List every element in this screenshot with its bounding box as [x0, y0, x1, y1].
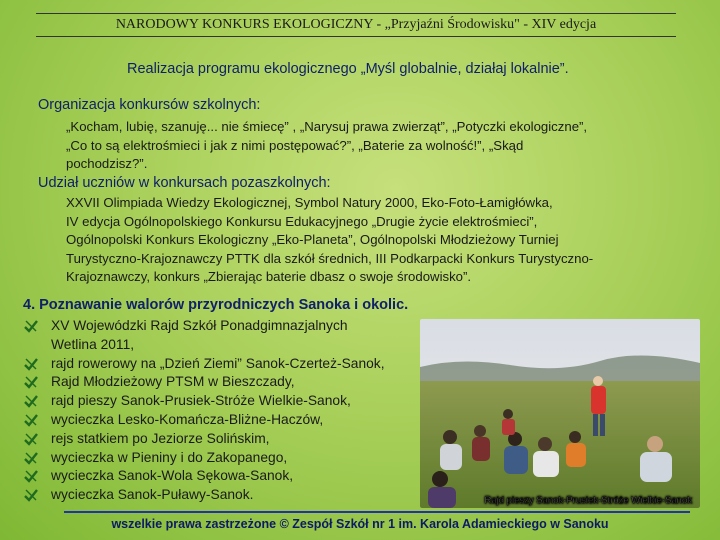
external-contests-line: Krajoznawczy, konkurs „Zbierając baterie dbasz o swoje środowisko”. — [66, 269, 472, 284]
photo-scene — [420, 319, 700, 508]
program-subtitle: Realizacja programu ekologicznego „Myśl globalnie, działaj lokalnie”. — [127, 61, 569, 77]
trip-label: wycieczka Sanok-Puławy-Sanok. — [51, 487, 254, 503]
school-contests-line: „Kocham, lubię, szanuję... nie śmiecę” , „Narysuj prawa zwierząt”, „Potyczki ekologiczne”, — [66, 119, 588, 134]
external-contests-line: XXVII Olimpiada Wiedzy Ekologicznej, Symbol Natury 2000, Eko-Foto-Łamigłówka, — [66, 195, 553, 210]
trip-label: Rajd Młodzieżowy PTSM w Bieszczady, — [51, 374, 295, 390]
trip-label: rajd pieszy Sanok-Prusiek-Stróże Wielkie-Sanok, — [51, 393, 351, 409]
school-contests-heading: Organizacja konkursów szkolnych: — [38, 97, 261, 113]
photo-caption: Rajd pieszy Sanok-Prusiek-Stróże Wielkie-Sanok — [484, 495, 692, 506]
trip-list-item — [24, 317, 444, 336]
trip-label: Wetlina 2011, — [51, 336, 135, 352]
page-title: NARODOWY KONKURS EKOLOGICZNY - „Przyjaźni Środowisku" - XIV edycja — [115, 17, 597, 32]
trip-label: rejs statkiem po Jeziorze Solińskim, — [51, 430, 270, 446]
external-contests-line: Ogólnopolski Konkurs Ekologiczny „Eko-Planeta”, Ogólnopolski Młodzieżowy Turniej — [66, 232, 559, 247]
check-bullet-icon — [24, 413, 38, 427]
trip-list-item — [24, 411, 444, 430]
trip-label: wycieczka Lesko-Komańcza-Bliżne-Haczów, — [51, 411, 324, 427]
footer-credit: wszelkie prawa zastrzeżone © Zespół Szkół nr 1 im. Karola Adamieckiego w Sanoku — [111, 517, 609, 531]
trip-list-item — [24, 373, 444, 392]
trip-photo — [420, 319, 700, 508]
check-bullet-icon — [24, 488, 38, 502]
trip-label: rajd rowerowy na „Dzień Ziemi” Sanok-Czerteż-Sanok, — [51, 355, 385, 371]
trip-list-item — [24, 392, 444, 411]
check-bullet-icon — [24, 375, 38, 389]
trip-list-item — [24, 355, 444, 374]
trip-list-item — [24, 467, 444, 486]
trips-list — [24, 317, 444, 505]
school-contests-line: „Co to są elektrośmieci i jak z nimi postępować?”, „Baterie za wolność!”, „Skąd — [66, 137, 524, 153]
trip-list-item — [24, 449, 444, 468]
check-bullet-icon — [24, 357, 38, 371]
external-contests-line: Turystyczno-Krajoznawczy PTTK dla szkół średnich, III Podkarpacki Konkurs Turystyczno- — [66, 250, 594, 266]
school-contests-line: pochodzisz?”. — [66, 156, 148, 171]
header-bottom-rule — [36, 36, 676, 37]
trip-label: wycieczka w Pieniny i do Zakopanego, — [51, 449, 288, 465]
trip-list-item — [24, 336, 444, 355]
footer-rule — [64, 511, 690, 513]
trip-label: XV Wojewódzki Rajd Szkół Ponadgimnazjalnych — [51, 318, 348, 333]
check-bullet-icon — [24, 469, 38, 483]
external-contests-line: IV edycja Ogólnopolskiego Konkursu Edukacyjnego „Drugie życie elektrośmieci”, — [66, 213, 538, 229]
check-bullet-icon — [24, 319, 38, 333]
header-top-rule — [36, 13, 676, 14]
section4-heading: 4. Poznawanie walorów przyrodniczych Sanoka i okolic. — [23, 297, 409, 313]
check-bullet-icon — [24, 451, 38, 465]
external-contests-text — [66, 194, 593, 287]
external-contests-heading: Udział uczniów w konkursach pozaszkolnych: — [38, 175, 331, 191]
trip-list-item — [24, 430, 444, 449]
check-bullet-icon — [24, 394, 38, 408]
trip-label: wycieczka Sanok-Wola Sękowa-Sanok, — [51, 468, 294, 484]
trip-list-item — [24, 486, 444, 505]
check-bullet-icon — [24, 432, 38, 446]
school-contests-text — [66, 118, 587, 174]
